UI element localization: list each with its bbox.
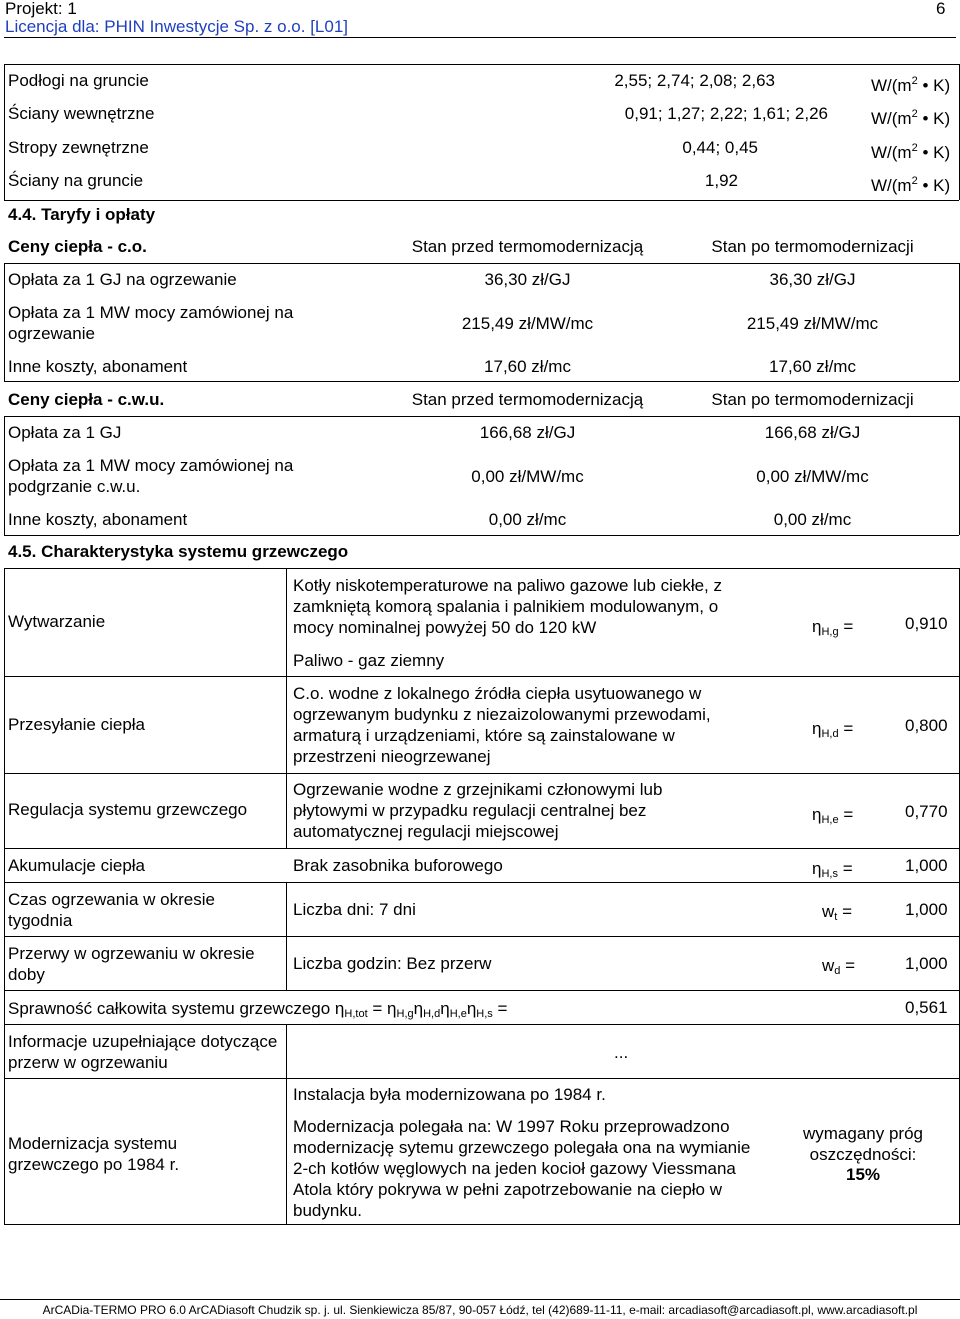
heating-row-label: Inne koszty, abonament [8,357,188,376]
header-rule [4,37,956,38]
distribution-desc: C.o. wodne z lokalnego źródła ciepła usytuowanego w ogrzewanym budynku z niezaizolowanymi przewodami, armaturą i urządzeniami, które są zainstalowane w przestrzeni nieogrzewanej [293,684,711,766]
table-border [286,773,287,848]
footer-rule [0,1299,960,1300]
daily-desc: Liczba godzin: Bez przerw [293,954,492,973]
wt-value: 1,000 [905,900,948,919]
table-border [4,773,959,774]
eta-hd-value: 0,800 [905,716,948,735]
savings-threshold-label: wymagany próg oszczędności: [802,1124,923,1164]
distribution-label: Przesyłanie ciepła [8,715,146,734]
accumulation-desc: Brak zasobnika buforowego [293,856,503,875]
license-label: Licencja dla: PHIN Inwestycje Sp. z o.o. [L01] [5,17,349,36]
accumulation-label: Akumulacje ciepła [8,856,146,875]
hot-water-row-before: 0,00 zł/MW/mc [471,467,584,486]
production-desc: Kotły niskotemperaturowe na paliwo gazowe lub ciekłe, z zamkniętą komorą spalania i palnikiem modulowanym, o mocy nominalnej powyżej 50 do 120 kW [293,576,723,637]
wd-symbol: $w_d$ = [822,956,856,977]
eta-hg-symbol: $\eta_{H,g}$ = [812,617,854,638]
modernization-label: Modernizacja systemu grzewczego po 1984 r. [8,1134,180,1174]
table-border [4,263,959,264]
u-row-unit: $W/(m^2$ • K) [871,142,951,162]
wt-symbol: $w_t$ = [822,902,853,923]
hot-water-row-before: 166,68 zł/GJ [479,423,576,442]
heating-row-before: 215,49 zł/MW/mc [461,314,594,333]
table-border [4,535,959,536]
weekly-label: Czas ogrzewania w okresie tygodnia [8,890,215,930]
eta-hg-value: 0,910 [905,614,948,633]
hot-water-row-label: Inne koszty, abonament [8,510,188,529]
table-border [286,1024,287,1225]
eta-hd-symbol: $\eta_{H,d}$ = [812,719,854,740]
table-border [4,936,959,937]
table-border [4,568,5,1225]
heating-row-after: 17,60 zł/mc [769,357,856,376]
eta-he-symbol: $\eta_{H,e}$ = [812,805,854,826]
table-border [4,990,959,991]
u-row-value: 0,44; 0,45 [682,138,758,157]
col-before: Stan przed termomodernizacją [411,390,644,409]
u-row-value: 0,91; 1,27; 2,22; 1,61; 2,26 [624,104,828,123]
table-border [4,1224,959,1225]
table-border [4,416,959,417]
eta-hs-symbol: $\eta_{H,s}$ = [812,859,853,880]
table-border [4,416,5,535]
hot-water-row-after: 166,68 zł/GJ [764,423,861,442]
modernization-line1: Instalacja była modernizowana po 1984 r. [293,1085,606,1104]
table-border [286,568,287,676]
table-border [286,882,287,990]
eta-he-value: 0,770 [905,802,948,821]
hot-water-row-label: Opłata za 1 MW mocy zamówionej na podgrzanie c.w.u. [8,456,294,496]
wd-value: 1,000 [905,954,948,973]
daily-label: Przerwy w ogrzewaniu w okresie doby [8,944,255,984]
u-row-value: 1,92 [704,171,738,190]
table-border [4,568,959,569]
footer-text: ArCADia-TERMO PRO 6.0 ArCADiasoft Chudzik sp. j. ul. Sienkiewicza 85/87, 90-057 Łódź, tel (42)689-11-11, e-mail: arcadiasoft@arcadiasoft.pl, www.arcadiasoft.pl [42,1303,918,1317]
hot-water-title: Ceny ciepła - c.w.u. [8,390,165,409]
production-label: Wytwarzanie [8,612,106,631]
table-border [4,1078,959,1079]
u-row-label: Ściany wewnętrzne [8,104,155,123]
weekly-desc: Liczba dni: 7 dni [293,900,416,919]
project-label: Projekt: 1 [5,0,77,18]
heating-row-after: 215,49 zł/MW/mc [746,314,879,333]
heating-row-before: 36,30 zł/GJ [484,270,571,289]
table-border [4,64,5,200]
col-after: Stan po termomodernizacji [711,237,914,256]
regulation-label: Regulacja systemu grzewczego [8,800,248,819]
heating-row-after: 36,30 zł/GJ [769,270,856,289]
section-heading-tariffs: 4.4. Taryfy i opłaty [8,205,156,224]
heating-row-label: Opłata za 1 GJ na ogrzewanie [8,270,237,289]
table-border [4,1024,959,1025]
u-row-unit: $W/(m^2$ • K) [871,75,951,95]
section-heading-system: 4.5. Charakterystyka systemu grzewczego [8,542,349,561]
modernization-desc: Modernizacja polegała na: W 1997 Roku przeprowadzono modernizację sytemu grzewczego polegała ona na wymianie 2-ch kotłów węglowych na jeden kocioł gazowy Viessmana Atola który pokrywa w pełni zapotrzebowanie na ciepło w budynku. [293,1117,751,1220]
u-row-unit: $W/(m^2$ • K) [871,175,951,195]
regulation-desc: Ogrzewanie wodne z grzejnikami członowymi lub płytowymi w przypadku regulacji centralnej bez automatycznej regulacji miejscowej [293,780,663,841]
page-number: 6 [936,0,946,18]
heating-row-before: 17,60 zł/mc [484,357,571,376]
total-efficiency-value: 0,561 [905,998,948,1017]
table-border [4,200,959,201]
heating-row-label: Opłata za 1 MW mocy zamówionej na ogrzewanie [8,303,294,343]
table-border [4,64,959,65]
table-border [4,263,5,381]
table-border [4,848,959,849]
eta-hs-value: 1,000 [905,856,948,875]
info-label: Informacje uzupełniające dotyczące przerw w ogrzewaniu [8,1032,278,1072]
hot-water-row-after: 0,00 zł/mc [773,510,852,529]
u-row-label: Podłogi na gruncie [8,71,149,90]
table-border [4,882,959,883]
hot-water-row-before: 0,00 zł/mc [488,510,567,529]
table-border [286,676,287,773]
u-row-label: Stropy zewnętrzne [8,138,149,157]
table-border [4,381,959,382]
hot-water-row-after: 0,00 zł/MW/mc [756,467,869,486]
u-row-unit: $W/(m^2$ • K) [871,108,951,128]
total-efficiency: Sprawność całkowita systemu grzewczego $\eta_{H,tot} = \eta_{H,g}\eta_{H,d}\eta_{H,e}\eta_{H,s}$ = [8,999,508,1020]
savings-threshold-value: 15% [845,1165,881,1184]
table-border [4,676,959,677]
col-before: Stan przed termomodernizacją [411,237,644,256]
info-value: ... [614,1043,629,1062]
u-row-value: 2,55; 2,74; 2,08; 2,63 [614,71,775,90]
production-fuel: Paliwo - gaz ziemny [293,651,445,670]
col-after: Stan po termomodernizacji [711,390,914,409]
hot-water-row-label: Opłata za 1 GJ [8,423,122,442]
heating-title: Ceny ciepła - c.o. [8,237,147,256]
u-row-label: Ściany na gruncie [8,171,144,190]
